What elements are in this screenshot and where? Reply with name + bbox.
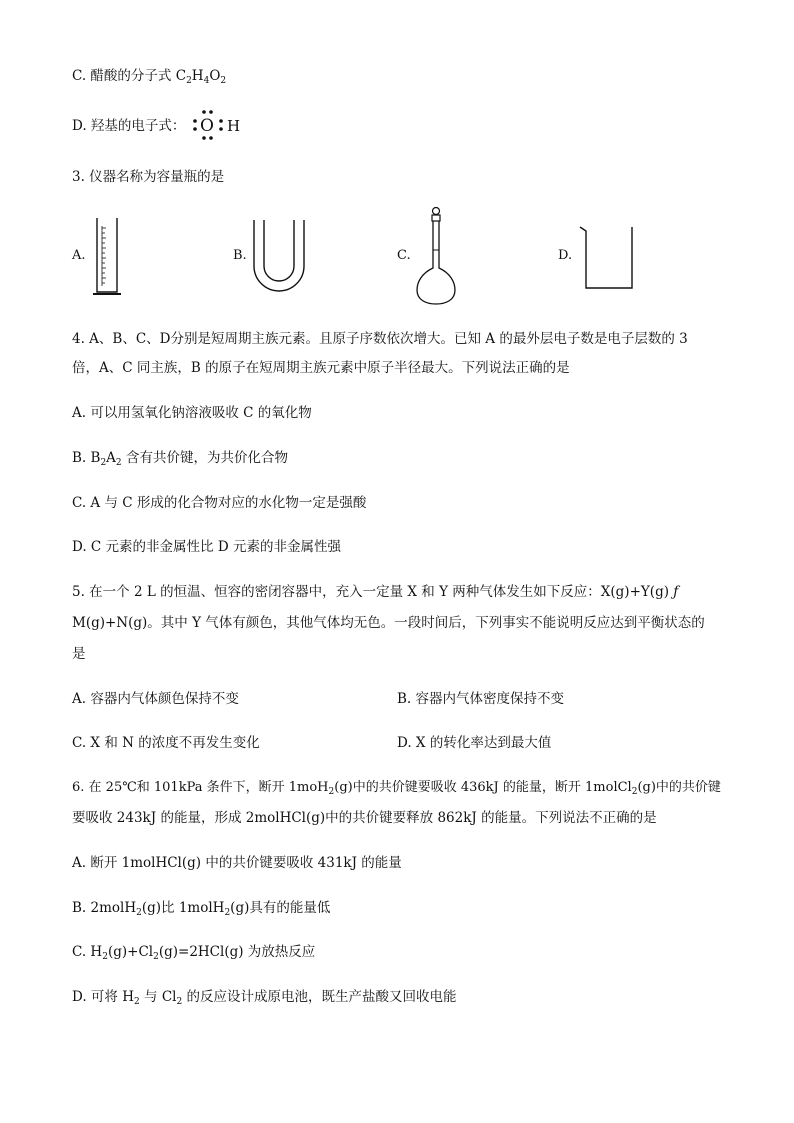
question-5-line3: 是	[72, 646, 86, 662]
text: (g)具有的能量低	[230, 900, 331, 916]
subscript: 2	[134, 997, 140, 1007]
text: B. 2molH	[72, 900, 137, 916]
question-5-line1	[72, 582, 678, 602]
option-c-acetic-acid	[72, 66, 226, 86]
option-d-hydroxyl	[72, 116, 185, 136]
text: C. 醋酸的分子式 C	[72, 68, 187, 84]
subscript: 2	[631, 787, 638, 797]
text: 与 Cl	[139, 989, 177, 1005]
hydrogen-symbol: H	[227, 117, 241, 135]
q3-option-c-label: C.	[397, 248, 411, 263]
question-6-line1	[72, 778, 721, 798]
subscript: 2	[220, 76, 227, 86]
q5-option-b: B. 容器内气体密度保持不变	[397, 691, 565, 707]
oxygen-symbol: O	[200, 116, 214, 136]
text: (g)中的共价键	[637, 780, 721, 795]
volumetric-flask-icon	[414, 206, 458, 306]
q4-option-d: D. C 元素的非金属性比 D 元素的非金属性强	[72, 539, 341, 555]
question-4-line2: 倍，A、C 同主族，B 的原子在短周期主族元素中原子半径最大。下列说法正确的是	[72, 360, 570, 376]
q3-option-b-label: B.	[233, 248, 247, 263]
question-4-line1: 4. A、B、C、D分别是短周期主族元素。且原子序数依次增大。已知 A 的最外层电子数是电子层数的 3	[72, 331, 688, 347]
subscript: 2	[153, 952, 159, 962]
q5-option-d: D. X 的转化率达到最大值	[397, 735, 552, 751]
q6-option-d	[72, 987, 457, 1007]
q6-option-a: A. 断开 1molHCl(g) 中的共价键要吸收 431kJ 的能量	[72, 855, 402, 871]
q4-option-a: A. 可以用氢氧化钠溶液吸收 C 的氧化物	[72, 405, 312, 421]
q4-option-b	[72, 448, 288, 468]
subscript: 2	[224, 908, 231, 918]
q6-option-b	[72, 898, 330, 918]
subscript: 4	[203, 76, 210, 86]
graduated-cylinder-icon	[91, 216, 123, 298]
text: C. H	[72, 944, 103, 960]
subscript: 2	[186, 76, 192, 86]
subscript: 2	[100, 458, 107, 468]
text: (g)中的共价键要吸收 436kJ 的能量，断开 1molCl	[334, 780, 632, 795]
text: (g)比 1molH	[141, 900, 225, 916]
question-5-line2: M(g)+N(g)。其中 Y 气体有颜色，其他气体均无色。一段时间后，下列事实不能说明反应达到平衡状态的	[72, 615, 705, 631]
text: O	[209, 68, 221, 84]
text: 含有共价键，为共价化合物	[121, 450, 288, 466]
q6-option-c	[72, 942, 315, 962]
text: A	[106, 450, 116, 466]
text: (g)+Cl	[107, 944, 154, 960]
subscript: 2	[328, 787, 335, 797]
q5-option-c: C. X 和 N 的浓度不再发生变化	[72, 735, 260, 751]
hydroxyl-electron-dot-icon	[190, 108, 250, 144]
text: D. 羟基的电子式：	[72, 118, 186, 134]
subscript: 2	[176, 997, 183, 1007]
subscript: 2	[115, 458, 122, 468]
text: B. B	[72, 450, 101, 466]
q3-option-a-label: A.	[72, 248, 86, 263]
text: (g)=2HCl(g) 为放热反应	[158, 944, 316, 960]
text: 的反应设计成原电池，既生产盐酸又回收电能	[182, 989, 457, 1005]
question-3: 3. 仪器名称为容量瓶的是	[72, 169, 225, 185]
text: D. 可将 H	[72, 989, 134, 1005]
subscript: 2	[136, 908, 142, 918]
question-6-line2: 要吸收 243kJ 的能量，形成 2molHCl(g)中的共价键要释放 862kJ 的能量。下列说法不正确的是	[72, 810, 657, 826]
q3-option-d-label: D.	[558, 248, 573, 263]
q4-option-c: C. A 与 C 形成的化合物对应的水化物一定是强酸	[72, 495, 367, 511]
text: H	[191, 68, 204, 84]
text: 5. 在一个 2 L 的恒温、恒容的密闭容器中，充入一定量 X 和 Y 两种气体发生如下反应：X(g)+Y(g)	[72, 584, 674, 600]
equilibrium-symbol: ƒ	[673, 584, 679, 600]
subscript: 2	[102, 952, 108, 962]
u-tube-icon	[251, 218, 307, 294]
q5-option-a: A. 容器内气体颜色保持不变	[72, 691, 239, 707]
beaker-icon	[578, 224, 640, 292]
text: 6. 在 25℃和 101kPa 条件下，断开 1moH	[72, 780, 329, 795]
